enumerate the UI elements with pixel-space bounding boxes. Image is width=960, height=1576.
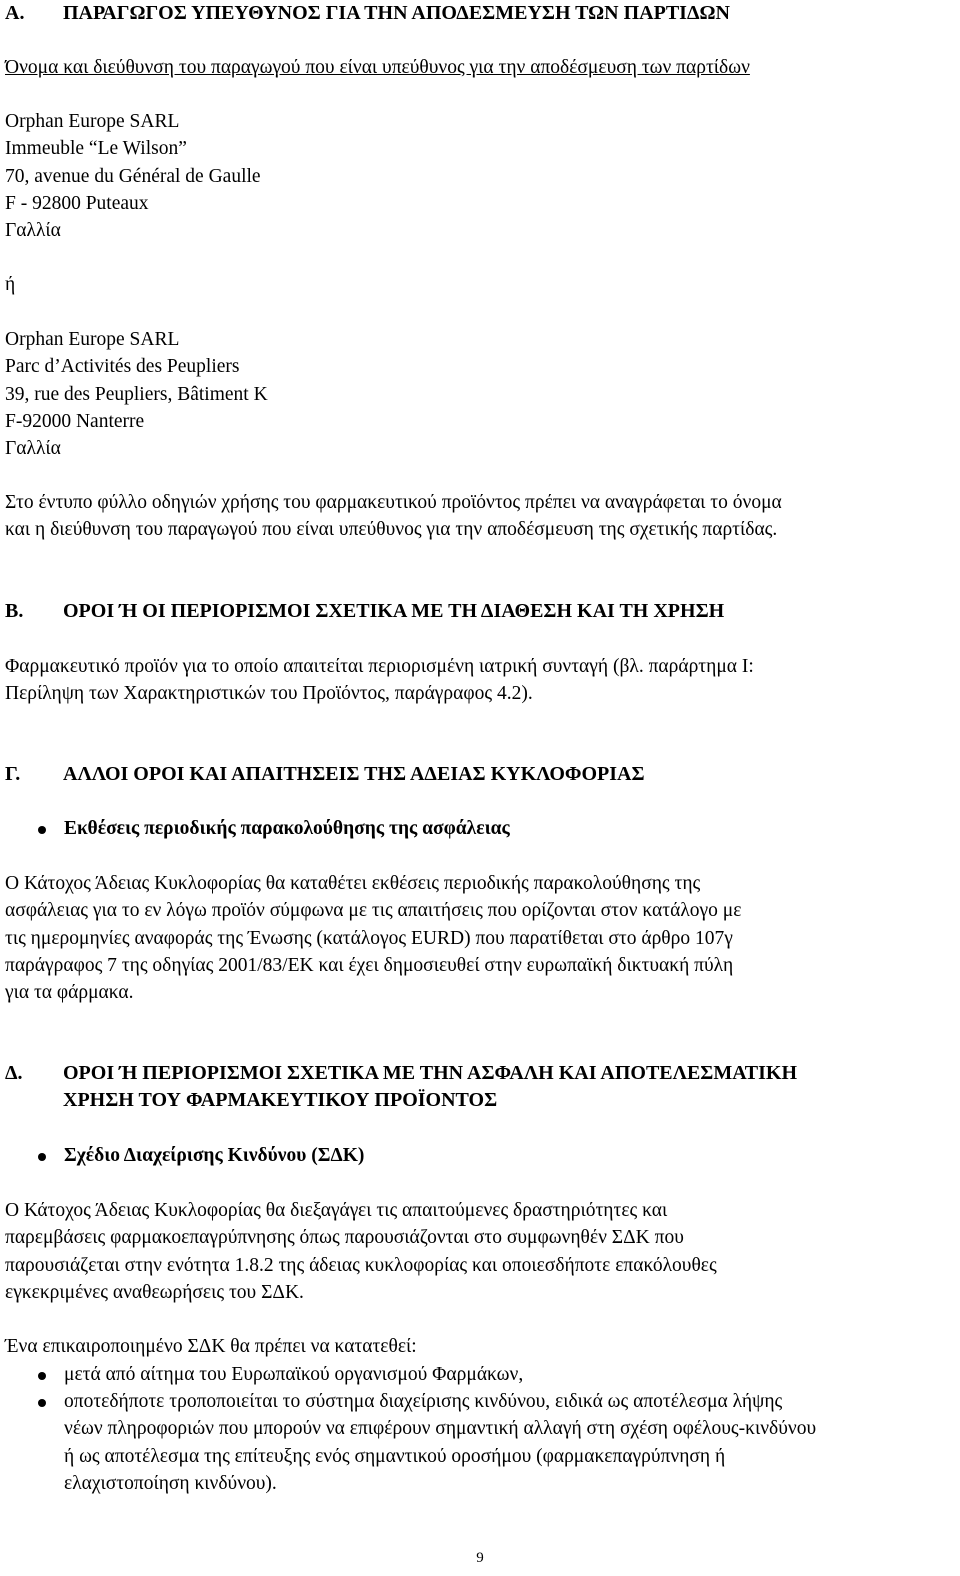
paragraph-line: παράγραφος 7 της οδηγίας 2001/83/ΕΚ και έχει δημοσιευθεί στην ευρωπαϊκή δικτυακή πύλη <box>5 954 734 976</box>
paragraph-line: Περίληψη των Χαρακτηριστικών του Προϊόντος, παράγραφος 4.2). <box>5 683 533 705</box>
section-a-heading <box>5 0 960 27</box>
address-block-2 <box>5 326 960 462</box>
section-a-subheading: Όνομα και διεύθυνση του παραγωγού που είναι υπεύθυνος για την αποδέσμευση των παρτίδων <box>5 57 750 78</box>
page-number: 9 <box>476 1550 484 1566</box>
paragraph-line: Ο Κάτοχος Άδειας Κυκλοφορίας θα διεξαγάγει τις απαιτούμενες δραστηριότητες και <box>5 1200 668 1221</box>
section-d-bullet-text: Σχέδιο Διαχείρισης Κινδύνου (ΣΔΚ) <box>64 1145 365 1166</box>
section-b-heading <box>5 598 960 625</box>
paragraph-line: Φαρμακευτικό προϊόν για το οποίο απαιτείται περιορισμένη ιατρική συνταγή (βλ. παράρτημα Ι: <box>5 656 754 677</box>
section-b-label: Β. <box>5 600 24 622</box>
bullet-dot-icon <box>38 1399 46 1407</box>
address-line: F-92000 Nanterre <box>5 410 145 432</box>
section-b-text <box>5 653 960 708</box>
paragraph-line: εγκεκριμένες αναθεωρήσεις του ΣΔΚ. <box>5 1281 304 1303</box>
section-c-title: ΑΛΛΟΙ ΟΡΟΙ ΚΑΙ ΑΠΑΙΤΗΣΕΙΣ ΤΗΣ ΑΔΕΙΑΣ ΚΥΚΛΟΦΟΡΙΑΣ <box>63 763 645 785</box>
section-d-title: ΟΡΟΙ Ή ΠΕΡΙΟΡΙΣΜΟΙ ΣΧΕΤΙΚΑ ΜΕ ΤΗΝ ΑΣΦΑΛΗ ΚΑΙ ΑΠΟΤΕΛΕΣΜΑΤΙΚΗ <box>63 1062 797 1084</box>
address-block-1 <box>5 108 960 244</box>
section-c-bullet <box>38 815 930 843</box>
paragraph-line: παρουσιάζεται στην ενότητα 1.8.2 της άδειας κυκλοφορίας και οποιεσδήποτε επακόλουθες <box>5 1254 717 1276</box>
list-item-line: νέων πληροφοριών που μπορούν να επιφέρουν σημαντική αλλαγή στη σχέση οφέλους-κινδύνου <box>64 1418 817 1440</box>
paragraph-line: Ο Κάτοχος Άδειας Κυκλοφορίας θα καταθέτει εκθέσεις περιοδικής παρακολούθησης της <box>5 873 701 894</box>
section-b-title: ΟΡΟΙ Ή ΟΙ ΠΕΡΙΟΡΙΣΜΟΙ ΣΧΕΤΙΚΑ ΜΕ ΤΗ ΔΙΑΘΕΣΗ ΚΑΙ ΤΗ ΧΡΗΣΗ <box>63 600 725 622</box>
bullet-dot-icon <box>38 1372 46 1380</box>
address-line: Orphan Europe SARL <box>5 111 180 132</box>
or-separator: ή <box>5 274 16 295</box>
list-item <box>38 1388 930 1498</box>
paragraph-line: για τα φάρμακα. <box>5 982 134 1004</box>
section-c-text <box>5 870 960 1006</box>
address-line: 39, rue des Peupliers, Bâtiment K <box>5 383 268 405</box>
section-a-note <box>5 489 960 544</box>
address-line: Γαλλία <box>5 438 61 460</box>
or-separator-block <box>5 271 960 298</box>
section-d-label: Δ. <box>5 1062 23 1084</box>
note-line: Στο έντυπο φύλλο οδηγιών χρήσης του φαρμακευτικού προϊόντος πρέπει να αναγράφεται το όνομα <box>5 492 782 513</box>
paragraph-line: τις ημερομηνίες αναφοράς της Ένωσης (κατάλογος EURD) που παρατίθεται στο άρθρο 107γ <box>5 927 733 949</box>
bullet-dot-icon <box>38 1153 46 1161</box>
list-item <box>38 1361 930 1389</box>
section-a-title: ΠΑΡΑΓΩΓΟΣ ΥΠΕΥΘΥΝΟΣ ΓΙΑ ΤΗΝ ΑΠΟΔΕΣΜΕΥΣΗ ΤΩΝ ΠΑΡΤΙΔΩΝ <box>63 2 730 24</box>
bullet-dot-icon <box>38 826 46 834</box>
section-d-intro: Ένα επικαιροποιημένο ΣΔΚ θα πρέπει να κατατεθεί: <box>5 1336 417 1357</box>
section-a-label: Α. <box>5 2 25 24</box>
section-d-heading <box>5 1060 960 1115</box>
paragraph-line: ασφάλειας για το εν λόγω προϊόν σύμφωνα με τις απαιτήσεις που ορίζονται στον κατάλογο με <box>5 900 742 922</box>
section-d-title-cont: ΧΡΗΣΗ ΤΟΥ ΦΑΡΜΑΚΕΥΤΙΚΟΥ ΠΡΟΪΟΝΤΟΣ <box>63 1089 498 1112</box>
list-item-text <box>64 1388 930 1497</box>
address-line: Orphan Europe SARL <box>5 329 180 350</box>
note-line: και η διεύθυνση του παραγωγού που είναι υπεύθυνος για την αποδέσμευση της σχετικής παρτίδας. <box>5 519 778 541</box>
section-a-subheading-block <box>5 54 960 81</box>
paragraph-line: παρεμβάσεις φαρμακοεπαγρύπνησης όπως παρουσιάζονται στο συμφωνηθέν ΣΔΚ που <box>5 1227 684 1249</box>
section-c-heading <box>5 761 960 788</box>
section-d-bullet <box>38 1142 930 1170</box>
address-line: Immeuble “Le Wilson” <box>5 138 187 160</box>
list-item-line: ή ως αποτέλεσμα της επίτευξης ενός σημαντικού οροσήμου (φαρμακεπαγρύπνηση ή <box>64 1445 726 1467</box>
address-line: F - 92800 Puteaux <box>5 192 149 214</box>
section-c-bullet-text: Εκθέσεις περιοδικής παρακολούθησης της ασφάλειας <box>64 818 510 839</box>
address-line: Γαλλία <box>5 220 61 242</box>
list-item-line: ελαχιστοποίηση κινδύνου). <box>64 1472 277 1494</box>
list-item-line: οποτεδήποτε τροποποιείται το σύστημα διαχείρισης κινδύνου, ειδικά ως αποτέλεσμα λήψης <box>64 1391 783 1412</box>
list-item-text: μετά από αίτημα του Ευρωπαϊκού οργανισμού Φαρμάκων, <box>64 1364 524 1385</box>
section-d-intro-block <box>5 1333 960 1360</box>
address-line: Parc d’Activités des Peupliers <box>5 356 240 378</box>
address-line: 70, avenue du Général de Gaulle <box>5 165 261 187</box>
section-d-text <box>5 1197 960 1306</box>
section-c-label: Γ. <box>5 763 21 785</box>
